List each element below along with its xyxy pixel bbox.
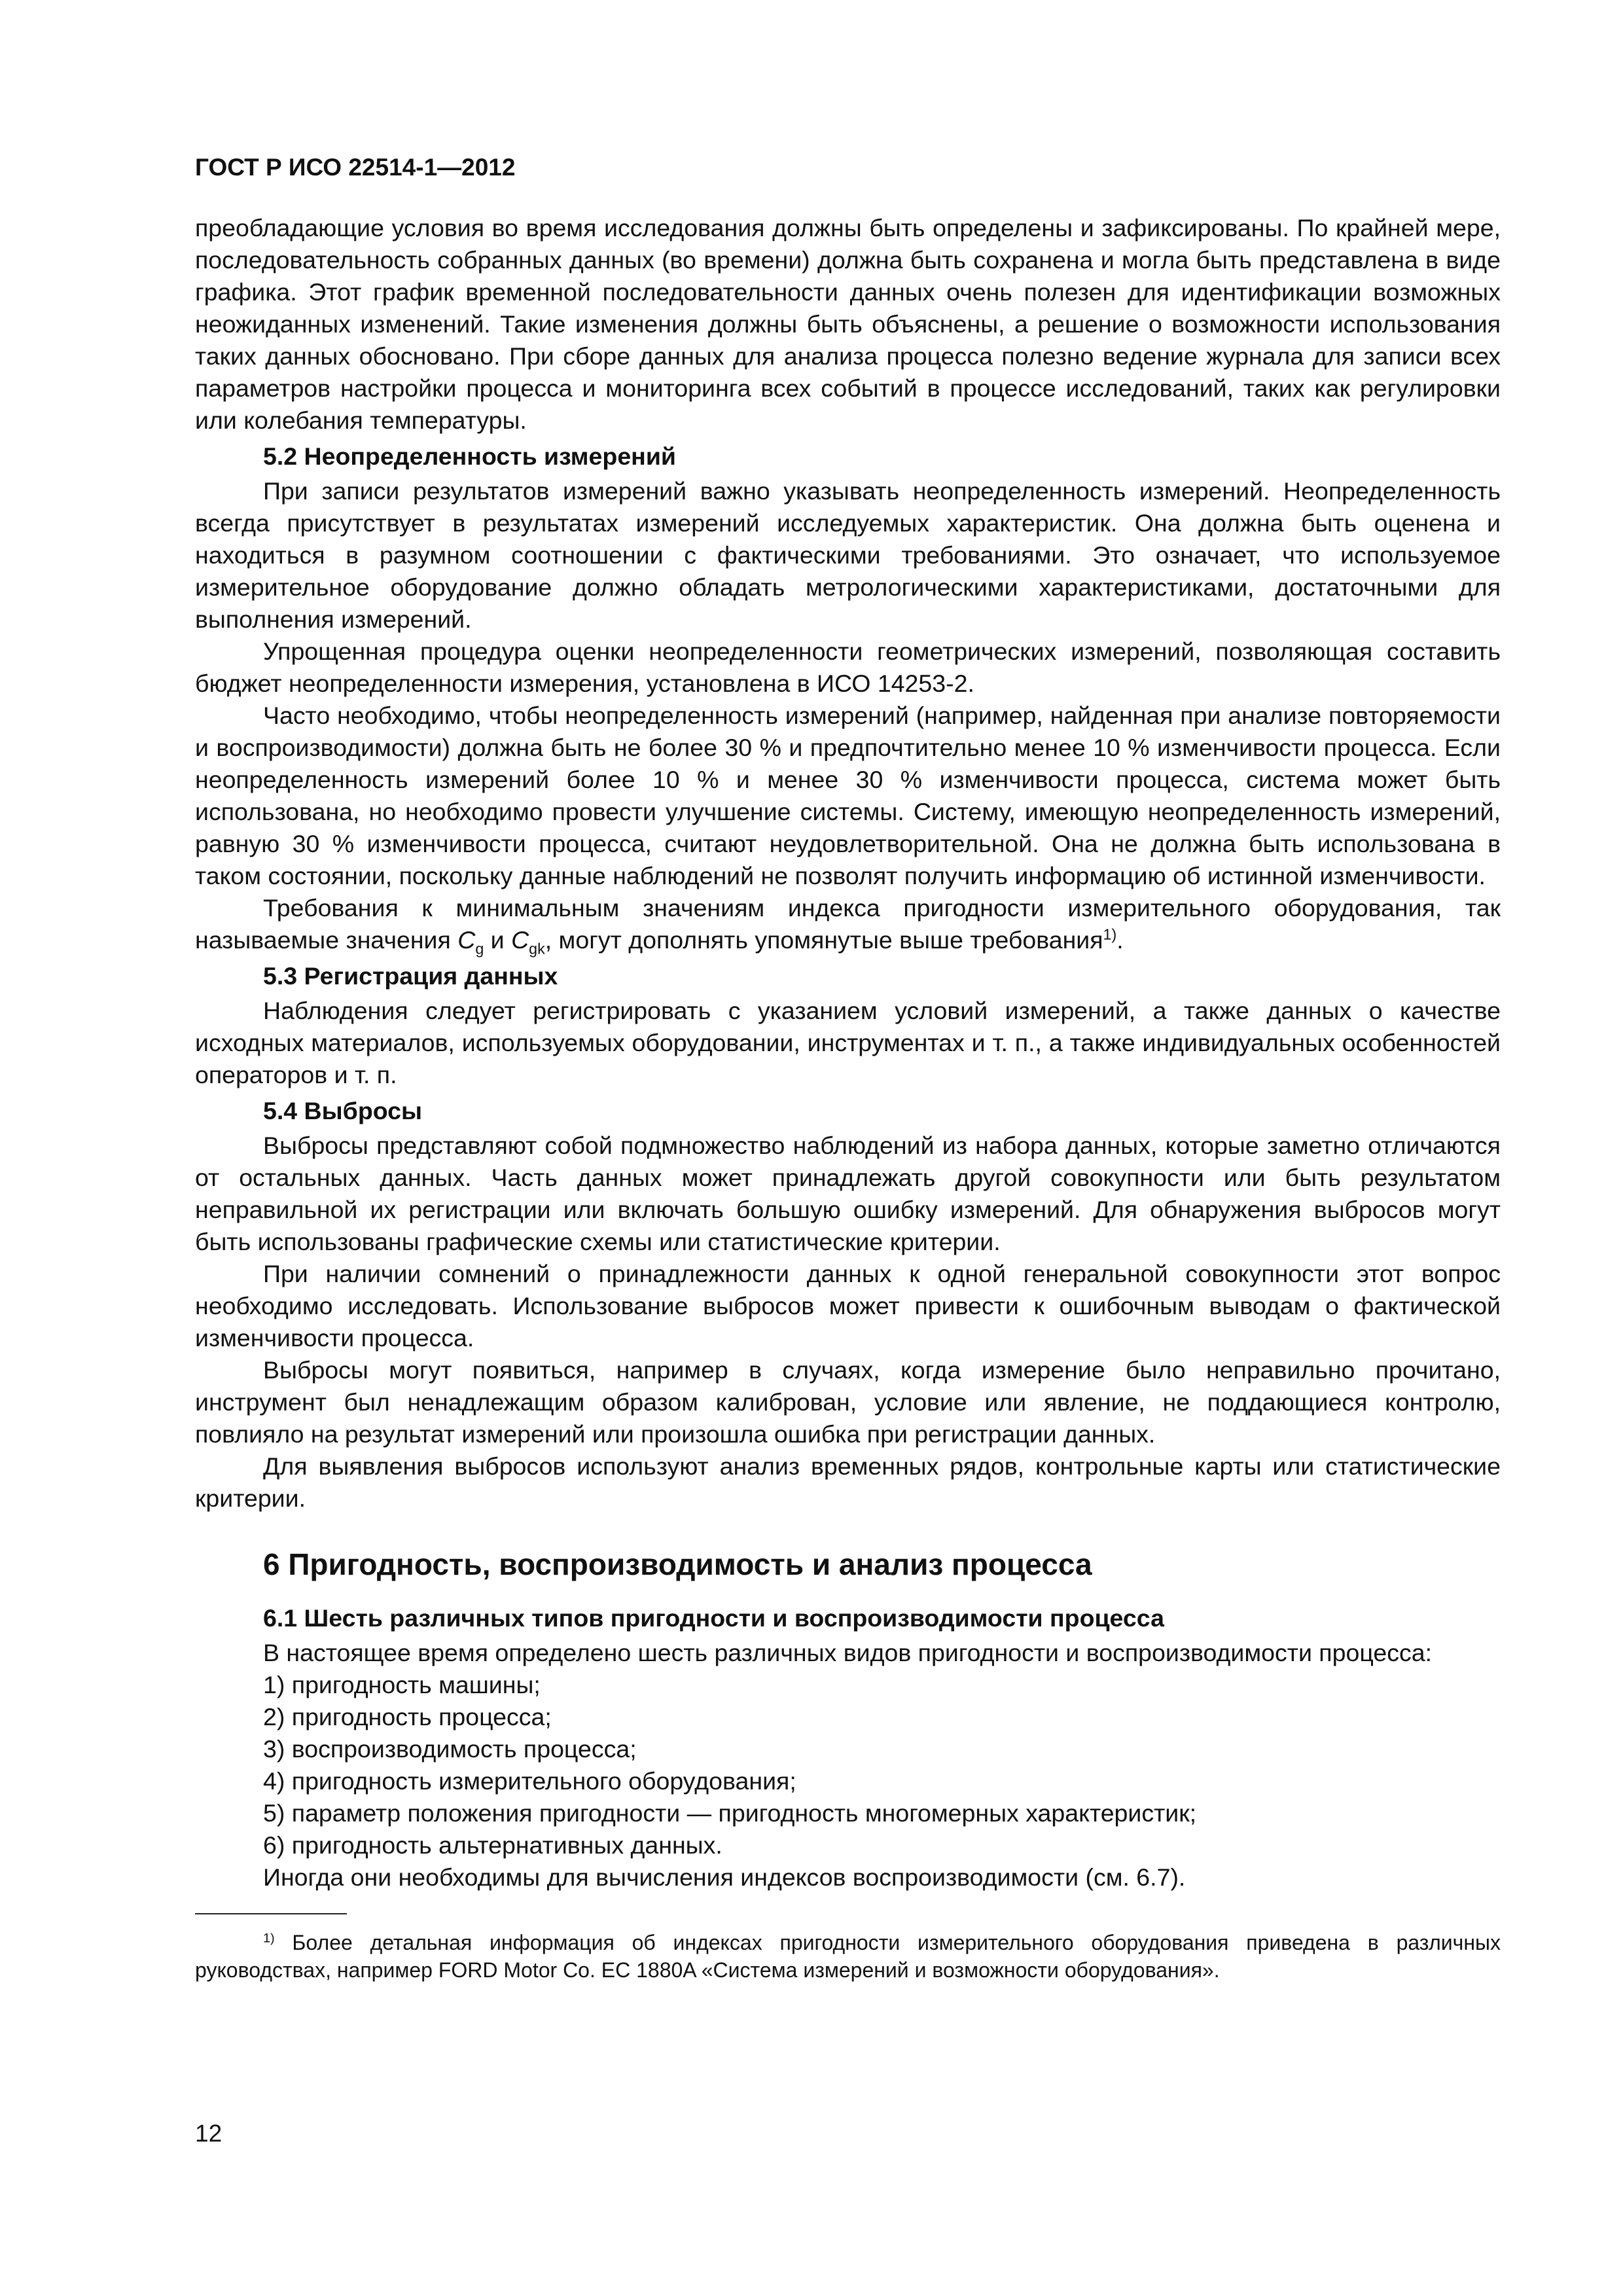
- section-5-4-paragraph-1: Выбросы представляют собой подмножество наблюдений из набора данных, которые заметно отличаются от остальных данных. Часть данных может принадлежать другой совокупности или быть результатом неправильной их регистрации или включать большую ошибку измерений. Для обнаружения выбросов могут быть использованы графические схемы или статистические критерии.: [195, 1132, 1501, 1255]
- symbol-c: C: [511, 926, 529, 954]
- section-5-4-paragraph-4: Для выявления выбросов используют анализ временных рядов, контрольные карты или статистические критерии.: [195, 1452, 1501, 1512]
- section-5-2-title: 5.2 Неопределенность измерений: [263, 442, 676, 470]
- footnote-marker: 1): [263, 1931, 275, 1946]
- section-6-title: 6 Пригодность, воспроизводимость и анализ процесса: [263, 1547, 1092, 1581]
- standard-code-header: ГОСТ Р ИСО 22514-1—2012: [195, 154, 516, 181]
- list-item: 4) пригодность измерительного оборудования;: [263, 1767, 796, 1795]
- text-fragment: Требования к минимальным значениям индекса пригодности измерительного оборудования, так называемые значения: [195, 894, 1501, 954]
- section-6-1-paragraph-2: Иногда они необходимы для вычисления индексов воспроизводимости (см. 6.7).: [263, 1863, 1186, 1891]
- symbol-c: C: [457, 926, 476, 954]
- footnote-text: Более детальная информация об индексах пригодности измерительного оборудования приведена в различных руководствах, например FORD Motor Co. EC 1880A «Система измерений и возможности оборудования».: [195, 1931, 1501, 1982]
- section-5-2-paragraph-4: [195, 892, 1501, 956]
- section-5-2-paragraph-3: Часто необходимо, чтобы неопределенность измерений (например, найденная при анализе повторяемости и воспроизводимости) должна быть не более 30 % и предпочтительно менее 10 % изменчивости процесса. Если неопределенность измерений более 10 % и менее 30 % изменчивости процесса, система может быть использована, но необходимо провести улучшение системы. Систему, имеющую неопределенность измерений, равную 30 % изменчивости процесса, считают неудовлетворительной. Она не должна быть использована в таком состоянии, поскольку данные наблюдений не позволят получить информацию об истинной изменчивости.: [195, 702, 1501, 889]
- text-fragment: , могут дополнять упомянутые выше требования: [544, 926, 1103, 954]
- section-5-4-paragraph-2: При наличии сомнений о принадлежности данных к одной генеральной совокупности этот вопрос необходимо исследовать. Использование выбросов может привести к ошибочным выводам о фактической изменчивости процесса.: [195, 1260, 1501, 1352]
- section-5-2-paragraph-2: Упрощенная процедура оценки неопределенности геометрических измерений, позволяющая составить бюджет неопределенности измерения, установлена в ИСО 14253-2.: [195, 637, 1501, 697]
- section-5-2-paragraph-1: При записи результатов измерений важно указывать неопределенность измерений. Неопределенность всегда присутствует в результатах измерений исследуемых характеристик. Она должна быть оценена и находиться в разумном соотношении с фактическими требованиями. Это означает, что используемое измерительное оборудование должно обладать метрологическими характеристиками, достаточными для выполнения измерений.: [195, 477, 1501, 633]
- list-item: 1) пригодность машины;: [263, 1671, 541, 1698]
- subscript-gk: gk: [529, 940, 545, 958]
- section-5-3-paragraph-1: Наблюдения следует регистрировать с указанием условий измерений, а также данных о качестве исходных материалов, используемых оборудовании, инструментах и т. п., а также индивидуальных особенностей операторов и т. п.: [195, 997, 1501, 1088]
- footnote-divider: [195, 1913, 347, 1914]
- list-item: 3) воспроизводимость процесса;: [263, 1735, 637, 1763]
- page-number: 12: [195, 2120, 223, 2147]
- section-5-4-title: 5.4 Выбросы: [263, 1097, 423, 1124]
- text-fragment: .: [1116, 926, 1124, 954]
- list-item: 2) пригодность процесса;: [263, 1703, 552, 1731]
- subscript-g: g: [475, 940, 484, 958]
- text-fragment: и: [484, 926, 512, 954]
- capability-types-list: [195, 1669, 1501, 1861]
- footnote-reference[interactable]: 1): [1103, 925, 1117, 943]
- section-5-3-title: 5.3 Регистрация данных: [263, 962, 558, 990]
- list-item: 6) пригодность альтернативных данных.: [263, 1831, 722, 1859]
- section-5-4-paragraph-3: Выбросы могут появиться, например в случаях, когда измерение было неправильно прочитано, инструмент был ненадлежащим образом калиброван, условие или явление, не поддающиеся контролю, повлияло на результат измерений или произошла ошибка при регистрации данных.: [195, 1356, 1501, 1448]
- list-item: 5) параметр положения пригодности — пригодность многомерных характеристик;: [263, 1799, 1197, 1827]
- document-page: [195, 152, 1501, 2272]
- section-6-1-title: 6.1 Шесть различных типов пригодности и воспроизводимости процесса: [263, 1604, 1164, 1632]
- footnote: [195, 1929, 1501, 1984]
- section-6-1-paragraph-1: В настоящее время определено шесть различных видов пригодности и воспроизводимости процесса:: [263, 1639, 1433, 1666]
- intro-paragraph: преобладающие условия во время исследования должны быть определены и зафиксированы. По крайней мере, последовательность собранных данных (во времени) должна быть сохранена и могла быть представлена в виде графика. Этот график временной последовательности данных очень полезен для идентификации возможных неожиданных изменений. Такие изменения должны быть объяснены, а решение о возможности использования таких данных обосновано. При сборе данных для анализа процесса полезно ведение журнала для записи всех параметров настройки процесса и мониторинга всех событий в процессе исследований, таких как регулировки или колебания температуры.: [195, 214, 1501, 434]
